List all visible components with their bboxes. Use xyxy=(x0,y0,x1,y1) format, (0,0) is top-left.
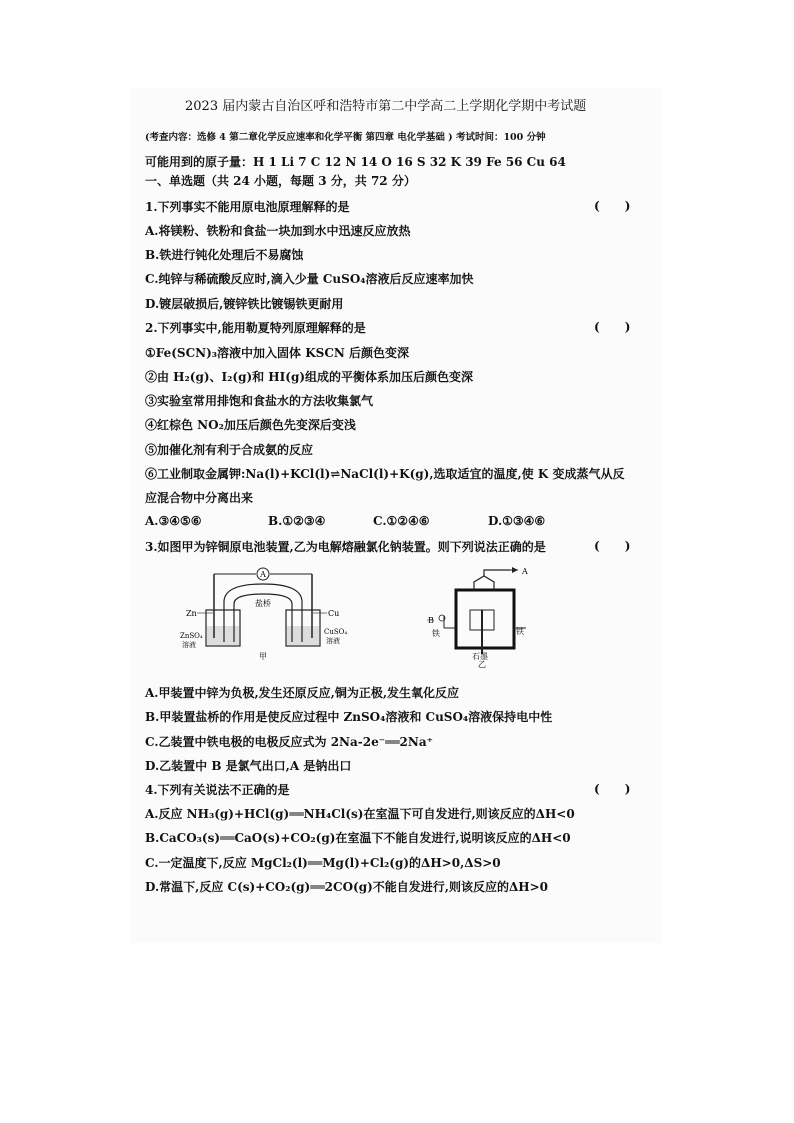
exam-title: 2023 届内蒙古自治区呼和浩特市第二中学高二上学期化学期中考试题 xyxy=(185,99,587,114)
q2-option-d: D.①③④⑥ xyxy=(488,514,546,528)
znso4-label: ZnSO₄ xyxy=(180,632,203,640)
outlet-a-label: A xyxy=(522,567,528,576)
q4-option-a: A.反应 NH₃(g)+HCl(g)══NH₄Cl(s)在室温下可自发进行,则该反应的ΔH<0 xyxy=(145,807,575,821)
exam-scope: (考查内容：选修 4 第二章化学反应速率和化学平衡 第四章 电化学基础 ) 考试时间：100 分钟 xyxy=(145,132,546,143)
znso4-solution-label: 溶液 xyxy=(182,641,196,649)
q1-option-a: A.将镁粉、铁粉和食盐一块加到水中迅速反应放热 xyxy=(145,224,411,238)
graphite-label: 石墨 xyxy=(472,652,488,661)
q3-option-a: A.甲装置中锌为负极,发生还原反应,铜为正极,发生氧化反应 xyxy=(145,686,460,700)
q4-option-b: B.CaCO₃(s)══CaO(s)+CO₂(g)在室温下不能自发进行,说明该反应的ΔH<0 xyxy=(145,831,571,845)
q2-stem: 2.下列事实中,能用勒夏特列原理解释的是 xyxy=(145,321,366,335)
q1-option-c: C.纯锌与稀硫酸反应时,滴入少量 CuSO₄溶液后反应速率加快 xyxy=(145,272,474,286)
figure-jia-caption: 甲 xyxy=(259,652,267,661)
outlet-b-label: B xyxy=(428,616,434,625)
q2-answer-blank: ( ) xyxy=(594,320,631,334)
q2-item-5: ⑤加催化剂有利于合成氨的反应 xyxy=(145,443,314,457)
figure-yi-caption: 乙 xyxy=(478,660,486,668)
q1-option-b: B.铁进行钝化处理后不易腐蚀 xyxy=(145,248,304,262)
q3-answer-blank: ( ) xyxy=(594,539,631,553)
q4-option-c: C.一定温度下,反应 MgCl₂(l)══Mg(l)+Cl₂(g)的ΔH>0,ΔS>0 xyxy=(145,856,501,870)
copper-label: Cu xyxy=(328,609,340,618)
q4-answer-blank: ( ) xyxy=(594,782,631,796)
galvanic-cell-diagram xyxy=(178,566,348,666)
electrolysis-cell-diagram xyxy=(426,566,536,668)
zinc-label: Zn xyxy=(186,609,197,618)
cuso4-label: CuSO₄ xyxy=(324,628,348,636)
section-heading: 一、单选题（共 24 小题，每题 3 分，共 72 分） xyxy=(145,174,416,188)
q2-item-6: ⑥工业制取金属钾:Na(l)+KCl(l)⇌NaCl(l)+K(g),选取适宜的温度,使 K 变成蒸气从反 xyxy=(145,467,625,481)
q2-item-4: ④红棕色 NO₂加压后颜色先变深后变浅 xyxy=(145,418,356,432)
q2-option-b: B.①②③④ xyxy=(268,514,326,528)
q2-option-a: A.③④⑤⑥ xyxy=(145,514,202,528)
q1-stem: 1.下列事实不能用原电池原理解释的是 xyxy=(145,200,350,214)
iron-electrode-left-label: 铁 xyxy=(432,629,440,638)
q3-option-b: B.甲装置盐桥的作用是使反应过程中 ZnSO₄溶液和 CuSO₄溶液保持电中性 xyxy=(145,710,553,724)
q4-option-d: D.常温下,反应 C(s)+CO₂(g)══2CO(g)不能自发进行,则该反应的ΔH>0 xyxy=(145,880,549,894)
cuso4-solution-label: 溶液 xyxy=(326,637,340,645)
q2-item-2: ②由 H₂(g)、I₂(g)和 HI(g)组成的平衡体系加压后颜色变深 xyxy=(145,370,474,384)
q1-option-d: D.镀层破损后,镀锌铁比镀锡铁更耐用 xyxy=(145,297,344,311)
q4-stem: 4.下列有关说法不正确的是 xyxy=(145,783,290,797)
iron-electrode-right-label: 铁 xyxy=(516,627,524,636)
q3-stem: 3.如图甲为锌铜原电池装置,乙为电解熔融氯化钠装置。则下列说法正确的是 xyxy=(145,540,546,554)
q3-option-d: D.乙装置中 B 是氯气出口,A 是钠出口 xyxy=(145,759,352,773)
q2-option-c: C.①②④⑥ xyxy=(373,514,430,528)
ammeter-label: A xyxy=(260,570,266,579)
salt-bridge-label: 盐桥 xyxy=(255,599,271,608)
q2-item-6-cont: 应混合物中分离出来 xyxy=(145,491,254,505)
q3-option-c: C.乙装置中铁电极的电极反应式为 2Na-2e⁻══2Na⁺ xyxy=(145,735,433,749)
q2-item-3: ③实验室常用排饱和食盐水的方法收集氯气 xyxy=(145,394,374,408)
atomic-masses: 可能用到的原子量：H 1 Li 7 C 12 N 14 O 16 S 32 K 39 Fe 56 Cu 64 xyxy=(145,155,566,169)
q2-item-1: ①Fe(SCN)₃溶液中加入固体 KSCN 后颜色变深 xyxy=(145,346,410,360)
q1-answer-blank: ( ) xyxy=(594,199,631,213)
